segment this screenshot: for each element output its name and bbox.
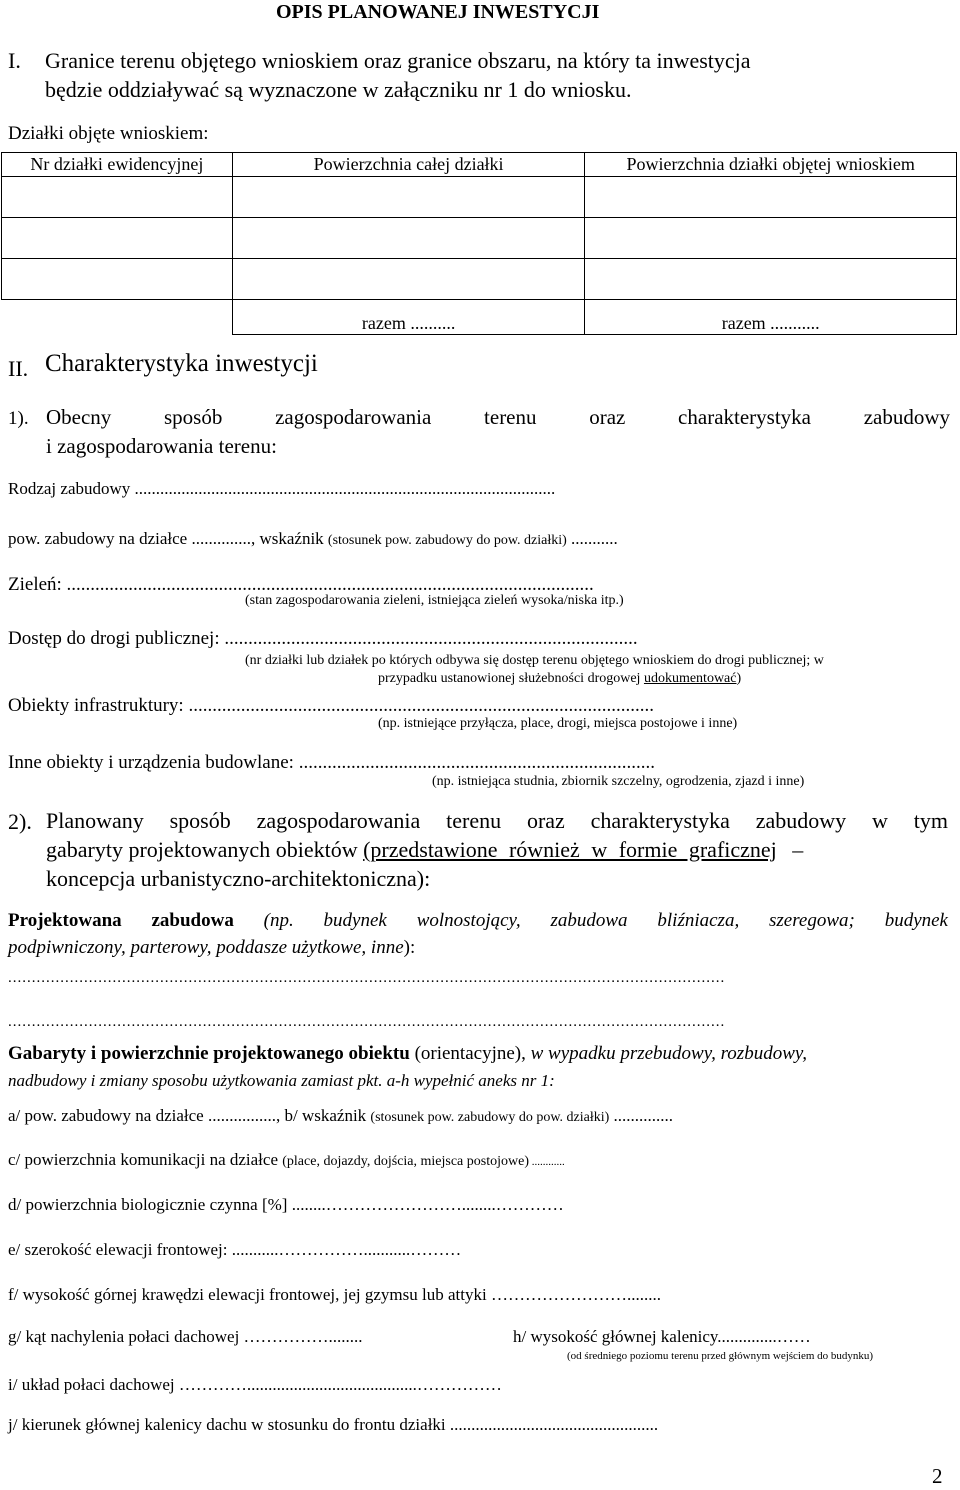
item-c-dots: ............ [528, 1156, 565, 1168]
p2-line-3: koncepcja urbanistyczno-architektoniczna): [46, 866, 431, 891]
dimensions-label: Gabaryty i powierzchnie projektowanego obiektu [8, 1043, 410, 1064]
greenery-note: (stan zagospodarowania zieleni, istniejąca zieleń wysoka/niska itp.) [245, 593, 624, 608]
dimensions-orient: (orientacyjne), [409, 1043, 531, 1064]
plot-number-cell[interactable] [2, 218, 233, 259]
item-h-field[interactable]: h/ wysokość głównej kalenicy..............…… [513, 1327, 811, 1346]
item-h-note: (od średniego poziomu terenu przed głównym wejściem do budynku) [567, 1350, 874, 1362]
building-area-field[interactable] [8, 529, 618, 549]
dimensions-line-1 [8, 1043, 807, 1065]
road-access-field[interactable]: Dostęp do drogi publicznej: ....................................................................................... [8, 628, 638, 649]
projected-building-input-2[interactable]: ....................................................................................................................................................... [8, 1014, 726, 1030]
p2-line-2 [46, 835, 803, 864]
projected-building-hint-1: (np. budynek wolnostojący, zabudowa bliźniacza, szeregowa; budynek [233, 910, 948, 931]
infrastructure-field[interactable]: Obiekty infrastruktury: .................................................................................................. [8, 695, 654, 716]
page-number: 2 [932, 1464, 943, 1488]
plots-header-number: Nr działki ewidencyjnej [2, 153, 233, 177]
p2-number: 2). [8, 809, 32, 834]
item-c-field[interactable] [8, 1150, 565, 1170]
plot-number-cell[interactable] [2, 177, 233, 218]
section-1-line-2: będzie oddziaływać są wyznaczone w załączniku nr 1 do wniosku. [45, 77, 632, 102]
road-access-note-2b: udokumentować [643, 671, 737, 686]
plot-total-area-cell[interactable] [232, 218, 585, 259]
item-j-field[interactable]: j/ kierunek głównej kalenicy dachu w stosunku do frontu działki ................................................. [8, 1415, 659, 1434]
page-title: OPIS PLANOWANEJ INWESTYCJI [276, 1, 600, 23]
plots-total-row [2, 300, 957, 335]
plots-header-covered-area: Powierzchnia działki objętej wnioskiem [585, 153, 957, 177]
plots-covered-area-sum: razem ........... [585, 300, 957, 335]
projected-building-hint-2: podpiwniczony, parterowy, poddasze użytkowe, inne [8, 937, 404, 958]
plots-header-total-area: Powierzchnia całej działki [232, 153, 585, 177]
plot-covered-area-cell[interactable] [585, 218, 957, 259]
plot-total-area-cell[interactable] [232, 177, 585, 218]
greenery-field[interactable]: Zieleń: ............................................................................................................... [8, 574, 594, 595]
projected-building-label: Projektowana zabudowa [8, 910, 234, 931]
item-i-field[interactable]: i/ układ połaci dachowej …………........................................…………… [8, 1375, 502, 1394]
item-c-note: (place, dojazdy, dojścia, miejsca postojowe) [282, 1154, 529, 1169]
item-g-field[interactable]: g/ kąt nachylenia połaci dachowej ……………........ [8, 1327, 363, 1346]
p1-number: 1). [8, 408, 29, 429]
section-2-number: II. [8, 356, 29, 381]
p2-line-2b: (przedstawione również w formie graficznej [363, 837, 777, 862]
plots-row [2, 259, 957, 300]
projected-building-line-2 [8, 937, 415, 959]
projected-building-line-1 [8, 910, 948, 932]
item-c-label: c/ powierzchnia komunikacji na działce [8, 1150, 283, 1169]
plots-row [2, 218, 957, 259]
building-type-field[interactable]: Rodzaj zabudowy ................................................................................................... [8, 479, 556, 498]
item-b-note: (stosunek pow. zabudowy do pow. działki) [370, 1110, 610, 1125]
p1-line-1: Obecny sposób zagospodarowania terenu oraz charakterystyka zabudowy [46, 405, 950, 429]
plots-table [1, 152, 957, 335]
p2-line-2a: gabaryty projektowanych obiektów [46, 837, 364, 862]
item-e-field[interactable]: e/ szerokość elewacji frontowej: ...........……………...........……… [8, 1240, 462, 1259]
building-area-label: pow. zabudowy na działce .............., wskaźnik [8, 529, 328, 548]
projected-building-input-1[interactable]: ....................................................................................................................................................... [8, 970, 726, 986]
road-access-note-2c: ) [736, 671, 742, 686]
item-b-dots: .............. [609, 1106, 674, 1125]
plot-covered-area-cell[interactable] [585, 177, 957, 218]
infrastructure-note: (np. istniejące przyłącza, place, drogi, miejsca postojowe i inne) [378, 716, 738, 731]
plot-total-area-cell[interactable] [232, 259, 585, 300]
item-d-field[interactable]: d/ powierzchnia biologicznie czynna [%] ........……………………........………… [8, 1195, 564, 1214]
section-2-title: Charakterystyka inwestycji [45, 350, 318, 377]
section-1-line-1: Granice terenu objętego wnioskiem oraz granice obszaru, na który ta inwestycja [45, 48, 751, 73]
item-a-b-field[interactable] [8, 1106, 673, 1126]
plot-number-cell[interactable] [2, 259, 233, 300]
item-f-field[interactable]: f/ wysokość górnej krawędzi elewacji frontowej, jej gzymsu lub attyki ……………………........ [8, 1285, 661, 1304]
plots-total-area-sum: razem .......... [232, 300, 585, 335]
section-1-number: I. [8, 48, 21, 73]
building-area-note: (stosunek pow. zabudowy do pow. działki) [327, 533, 567, 548]
p2-line-1: Planowany sposób zagospodarowania terenu oraz charakterystyka zabudowy w tym [46, 808, 948, 833]
plots-row [2, 177, 957, 218]
plots-header-row [2, 153, 957, 177]
road-access-note-2a: przypadku ustanowionej służebności drogowej [378, 671, 644, 686]
plots-label: Działki objęte wnioskiem: [8, 123, 209, 144]
item-a-label: a/ pow. zabudowy na działce ................, b/ wskaźnik [8, 1106, 371, 1125]
dimensions-hint-1: w wypadku przebudowy, rozbudowy, [530, 1043, 808, 1064]
building-area-dots: ........... [566, 529, 618, 548]
road-access-note-2 [378, 671, 741, 687]
p1-line-2: i zagospodarowania terenu: [46, 434, 277, 458]
dimensions-line-2: nadbudowy i zmiany sposobu użytkowania zamiast pkt. a-h wypełnić aneks nr 1: [8, 1071, 555, 1090]
road-access-note-1: (nr działki lub działek po których odbywa się dostęp terenu objętego wnioskiem do drogi publicznej; w [245, 653, 824, 668]
other-objects-field[interactable]: Inne obiekty i urządzenia budowlane: ........................................................................... [8, 752, 655, 773]
p2-line-2c: – [786, 837, 804, 862]
plot-covered-area-cell[interactable] [585, 259, 957, 300]
other-objects-note: (np. istniejąca studnia, zbiornik szczelny, ogrodzenia, zjazd i inne) [432, 774, 805, 789]
projected-building-hint-tail: ): [403, 937, 416, 958]
